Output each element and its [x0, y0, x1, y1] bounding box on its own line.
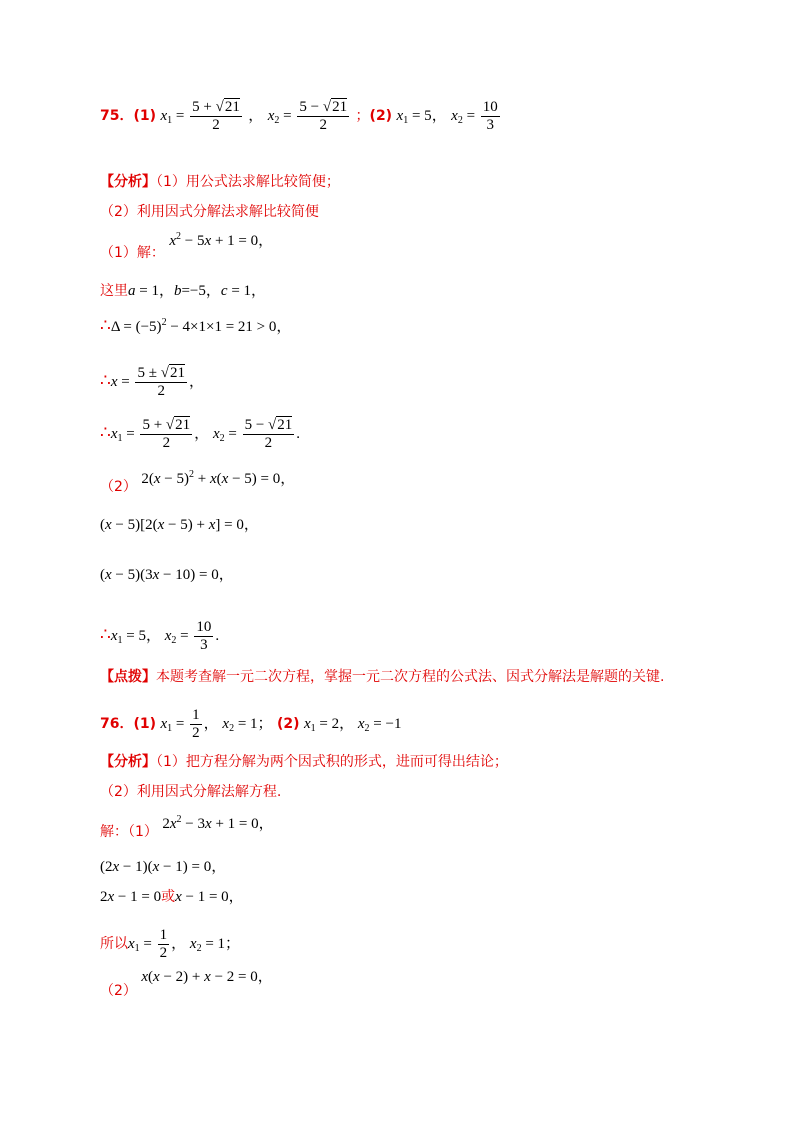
q75-analysis-2: （2）利用因式分解法求解比较简便 — [100, 204, 319, 220]
q75-answer: 75．(1) $x_1$ = $\frac{5 + √21}{2}$ ， $x_2$ = $\frac{5 - √21}{2}$ ；(2) $x_1 = 5$， $x_2$ = $\frac{10}{3}$ — [100, 100, 502, 133]
q75-tip: 【点拨】本题考查解一元二次方程，掌握一元二次方程的公式法、因式分解法是解题的关键. — [100, 669, 665, 685]
q75-sol1-equation: （1）解： $x^2 - 5x + 1 = 0$， — [100, 231, 274, 261]
tip-tag: 【点拨】 — [100, 669, 156, 685]
q76-answer: 76．(1) $x_1$ = $\frac{1}{2}$ ， $x_2 = 1$； (2) $x_1 = 2$， $x_2 = -1$ — [100, 707, 402, 741]
q75-coefficients: 这里a = 1，b=−5，c = 1， — [100, 283, 267, 299]
q76-factored: (2x − 1)(x − 1) = 0， — [100, 859, 227, 875]
q75-part2: (2) — [369, 107, 393, 124]
q75-analysis-1: 【分析】（1）用公式法求解比较简便； — [100, 174, 340, 190]
q75-roots-2: $\therefore x_1 = 5$， $x_2$ = $\frac{10}{3}$ . — [100, 619, 220, 653]
q76-analysis-2: （2）利用因式分解法解方程. — [100, 784, 282, 800]
q76-roots: 所以$x_1$ = $\frac{1}{2}$ ， $x_2 = 1$； — [100, 927, 241, 961]
q76-analysis-1: 【分析】（1）把方程分解为两个因式积的形式，进而可得出结论； — [100, 754, 508, 770]
analysis-tag: 【分析】 — [100, 174, 156, 190]
q75-number: 75． — [100, 107, 134, 124]
q75-sol2-equation: （2） $2(x - 5)^2 + x(x - 5) = 0$， — [100, 469, 296, 495]
q76-number: 76． — [100, 715, 134, 732]
q76-split: 2x − 1 = 0或x − 1 = 0， — [100, 889, 244, 905]
q75-factor-step: (x − 5)[2(x − 5) + x] = 0， — [100, 517, 259, 533]
q75-factored: (x − 5)(3x − 10) = 0， — [100, 567, 234, 583]
q75-x1-formula: $x_1$ = $\frac{5 + √21}{2}$ — [160, 99, 240, 133]
q75-roots-1: $\therefore x_1$ = $\frac{5 + √21}{2}$ ， $x_2$ = $\frac{5 - √21}{2}$ . — [100, 417, 301, 451]
q76-sol2-equation: （2） x(x − 2) + x − 2 = 0， — [100, 969, 273, 999]
q75-x-formula: ∴x = $\frac{5 \pm √21}{2}$ ， — [100, 365, 204, 399]
q76-sol1-equation: 解：（1） $2x^2 - 3x + 1 = 0$， — [100, 814, 274, 840]
therefore-symbol: ∴ — [100, 316, 111, 336]
q75-x2-formula: $x_2$ = $\frac{5 - √21}{2}$ — [267, 99, 348, 133]
q75-discriminant: ∴Δ = $(-5)^2 - 4\times 1\times 1 = 21 > 0$， — [100, 316, 292, 336]
q75-part1: (1) — [133, 107, 157, 124]
q75-x2-frac: $x_2$ = $\frac{10}{3}$ — [451, 99, 498, 133]
q75-x1-int: $x_1 = 5$ — [396, 107, 432, 126]
